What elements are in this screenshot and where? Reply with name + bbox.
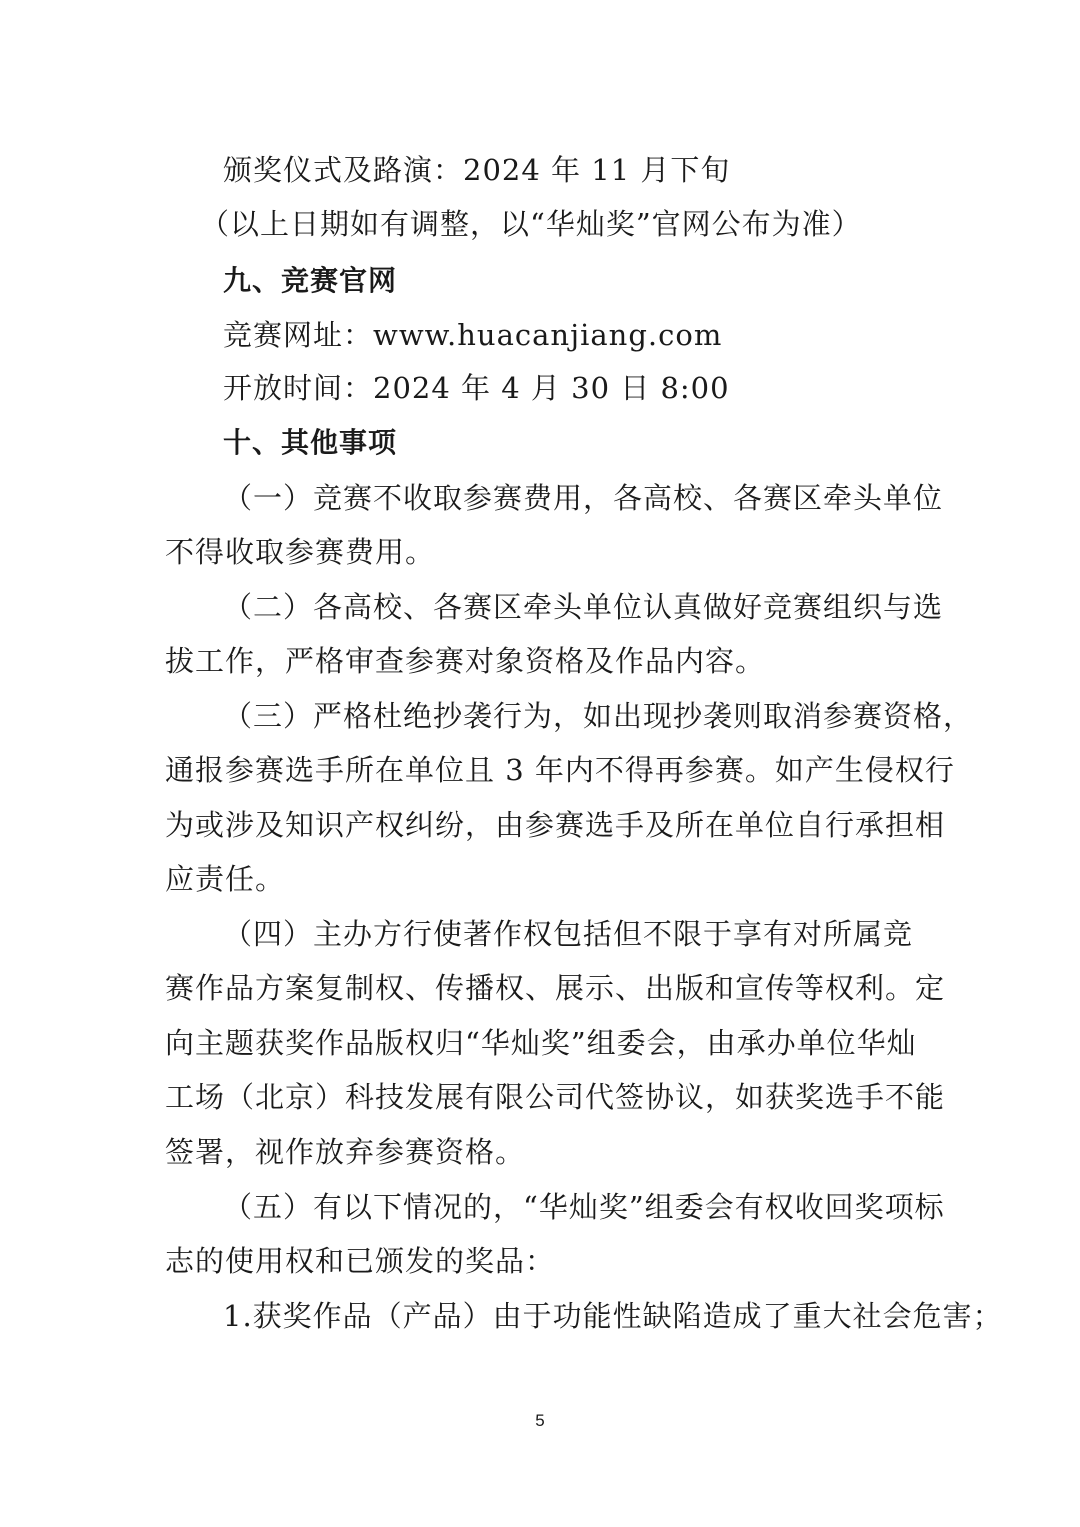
- paragraph-5-line-1: （五）有以下情况的，“华灿奖”组委会有权收回奖项标: [223, 1190, 945, 1224]
- website-url-line: 竞赛网址：www.huacanjiang.com: [223, 318, 723, 352]
- paragraph-2-line-2: 拔工作，严格审查参赛对象资格及作品内容。: [165, 644, 766, 678]
- paragraph-5-line-2: 志的使用权和已颁发的奖品：: [165, 1244, 556, 1278]
- paragraph-4-line-2: 赛作品方案复制权、传播权、展示、出版和宣传等权利。定: [165, 971, 946, 1005]
- date-adjust-note: （以上日期如有调整，以“华灿奖”官网公布为准）: [200, 207, 862, 241]
- paragraph-4-line-3: 向主题获奖作品版权归“华灿奖”组委会，由承办单位华灿: [165, 1026, 917, 1060]
- paragraph-2-line-1: （二）各高校、各赛区牵头单位认真做好竞赛组织与选: [223, 590, 944, 624]
- section-heading-9: 九、竞赛官网: [223, 264, 398, 297]
- paragraph-3-line-4: 应责任。: [165, 862, 286, 896]
- paragraph-5-item-1: 1.获奖作品（产品）由于功能性缺陷造成了重大社会危害；: [223, 1299, 1003, 1333]
- paragraph-1-line-1: （一）竞赛不收取参赛费用，各高校、各赛区牵头单位: [223, 481, 944, 515]
- section-heading-10: 十、其他事项: [223, 426, 398, 459]
- paragraph-3-line-3: 为或涉及知识产权纠纷，由参赛选手及所在单位自行承担相: [165, 808, 946, 842]
- paragraph-4-line-5: 签署，视作放弃参赛资格。: [165, 1135, 526, 1169]
- paragraph-3-line-1: （三）严格杜绝抄袭行为，如出现抄袭则取消参赛资格，: [223, 699, 974, 733]
- paragraph-3-line-2: 通报参赛选手所在单位且 3 年内不得再参赛。如产生侵权行: [165, 753, 955, 787]
- paragraph-1-line-2: 不得收取参赛费用。: [165, 535, 436, 569]
- opening-time-line: 开放时间：2024 年 4 月 30 日 8:00: [223, 371, 730, 405]
- paragraph-4-line-4: 工场（北京）科技发展有限公司代签协议，如获奖选手不能: [165, 1080, 946, 1114]
- page-number: 5: [535, 1411, 545, 1430]
- paragraph-4-line-1: （四）主办方行使著作权包括但不限于享有对所属竞: [223, 917, 914, 951]
- award-ceremony-line: 颁奖仪式及路演：2024 年 11 月下旬: [223, 153, 731, 187]
